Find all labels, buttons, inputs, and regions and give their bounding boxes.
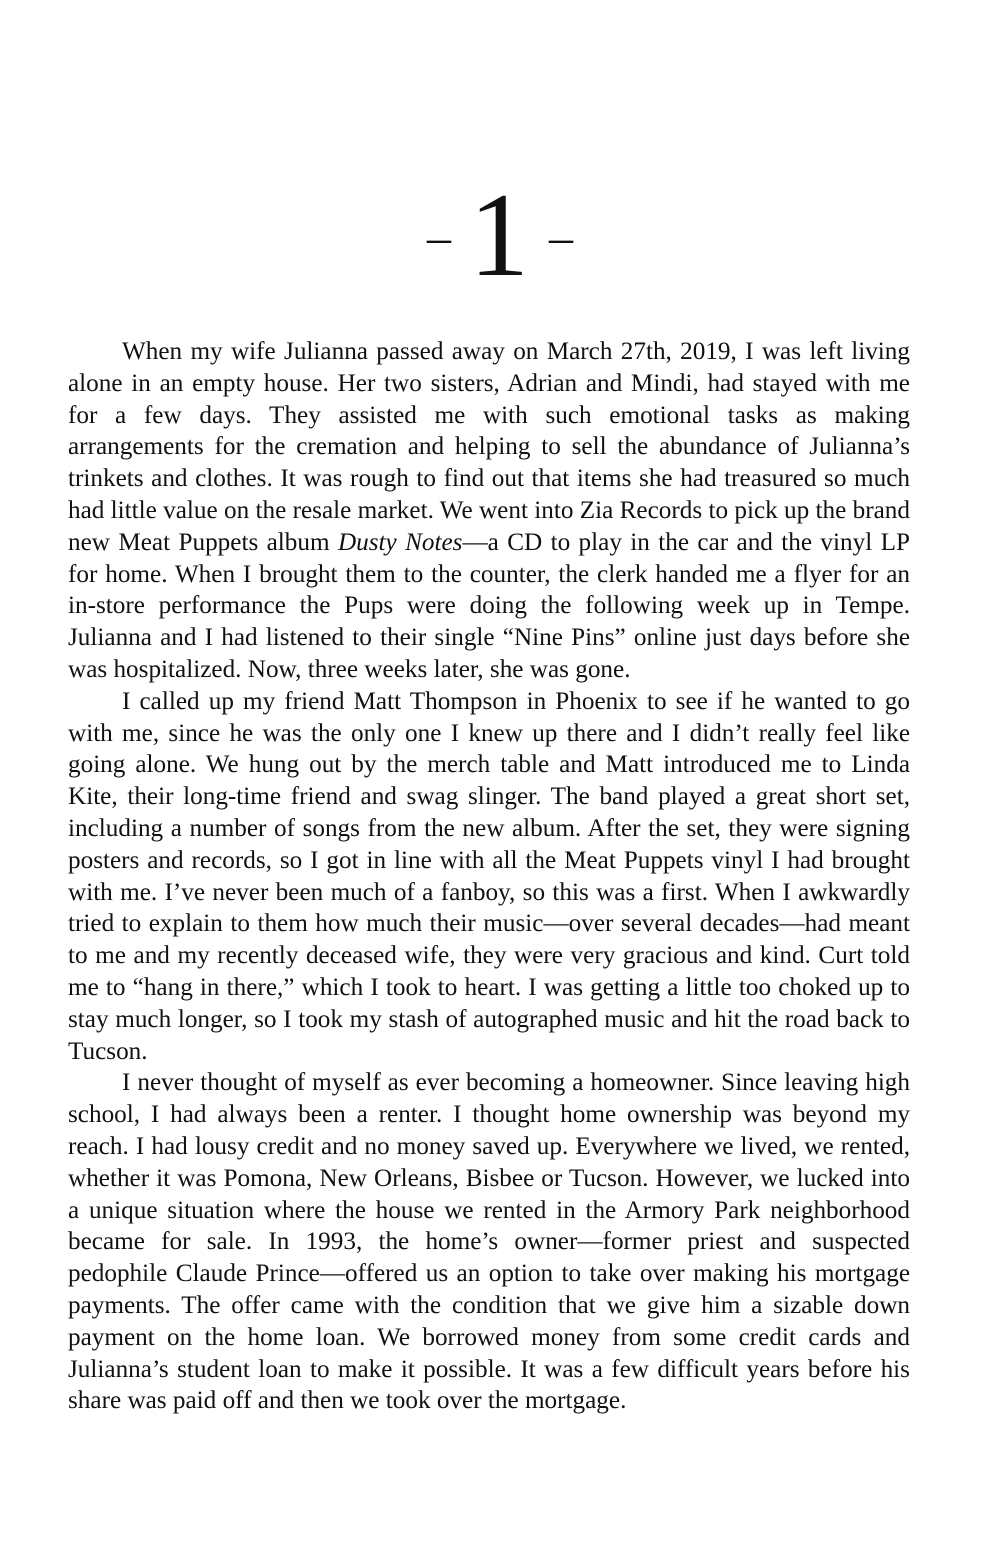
chapter-number: 1	[469, 168, 531, 301]
paragraph-1-part-2: —a CD to play in the car and the vinyl LP for home. When I brought them to the counter, the clerk handed me a flyer for an in-store performance the Pups were doing the following week up in Tempe. Julianna and I had listened to their single “Nine Pins” online just days before she was hospitalized. Now, three weeks later, she was gone.	[68, 528, 910, 683]
paragraph-1	[68, 336, 910, 686]
album-title: Dusty Notes	[337, 528, 463, 556]
chapter-body	[68, 336, 910, 1417]
paragraph-1-part-1: When my wife Julianna passed away on March 27th, 2019, I was left living alone in an empty house. Her two sisters, Adrian and Mindi, had stayed with me for a few days. They assisted me with such emotional tasks as making arrangements for the cremation and helping to sell the abundance of Julianna’s trinkets and clothes. It was rough to find out that items she had treasured so much had little value on the resale market. We went into Zia Records to pick up the brand new Meat Puppets album	[68, 338, 910, 556]
chapter-dash-left: –	[427, 211, 451, 264]
chapter-heading	[0, 168, 1000, 301]
paragraph-3: I never thought of myself as ever becoming a homeowner. Since leaving high school, I had always been a renter. I thought home ownership was beyond my reach. I had lousy credit and no money saved up. Everywhere we lived, we rented, whether it was Pomona, New Orleans, Bisbee or Tucson. However, we lucked into a unique situation where the house we rented in the Armory Park neighborhood became for sale. In 1993, the home’s owner—former priest and suspected pedophile Claude Prince—offered us an option to take over making his mortgage payments. The offer came with the condition that we give him a sizable down payment on the home loan. We borrowed money from some credit cards and Julianna’s student loan to make it possible. It was a few difficult years before his share was paid off and then we took over the mortgage.	[68, 1069, 910, 1415]
paragraph-2: I called up my friend Matt Thompson in Phoenix to see if he wanted to go with me, since he was the only one I knew up there and I didn’t really feel like going alone. We hung out by the merch table and Matt introduced me to Linda Kite, their long-time friend and swag slinger. The band played a great short set, including a number of songs from the new album. After the set, they were signing posters and records, so I got in line with all the Meat Puppets vinyl I had brought with me. I’ve never been much of a fanboy, so this was a first. When I awkwardly tried to explain to them how much their music—over several decades—had meant to me and my recently deceased wife, they were very gracious and kind. Curt told me to “hang in there,” which I took to heart. I was getting a little too choked up to stay much longer, so I took my stash of autographed music and hit the road back to Tucson.	[68, 687, 910, 1065]
chapter-dash-right: –	[549, 211, 573, 264]
